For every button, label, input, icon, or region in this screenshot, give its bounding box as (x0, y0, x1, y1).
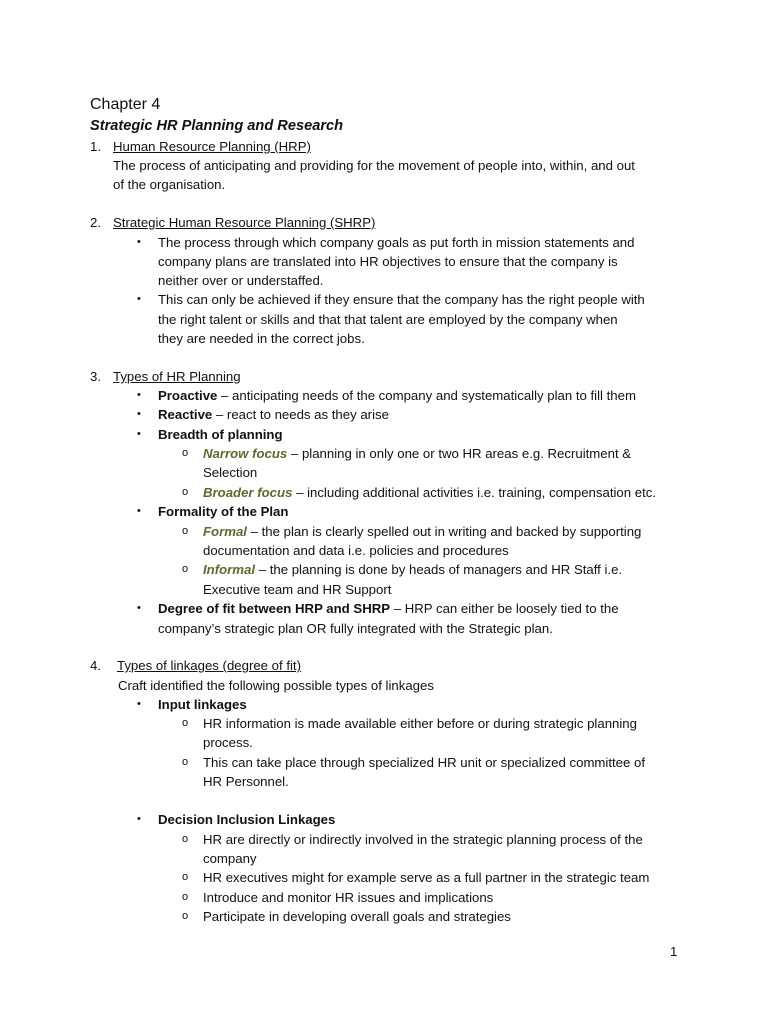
sub-bullet-marker: o (182, 447, 189, 459)
sub-bullet-marker: o (182, 756, 189, 768)
item-formal (203, 522, 641, 542)
list-item: HR executives might for example serve as a full partner in the strategic team (203, 870, 650, 885)
list-item: HR are directly or indirectly involved in the strategic planning process of the (203, 832, 643, 847)
list-item: HR information is made available either before or during strategic planning (203, 716, 637, 731)
sub-bullet-marker: o (182, 833, 189, 845)
bullet-marker: • (137, 698, 141, 710)
bullet-marker: • (137, 813, 141, 825)
section-intro: Craft identified the following possible types of linkages (118, 678, 434, 693)
bullet-continuation: company’s strategic plan OR fully integrated with the Strategic plan. (158, 621, 553, 636)
section-heading: Strategic Human Resource Planning (SHRP) (113, 215, 376, 230)
list-item: This can take place through specialized HR unit or specialized committee of (203, 755, 646, 770)
term-broader-focus: Broader focus (203, 485, 293, 500)
section-heading: Human Resource Planning (HRP) (113, 139, 311, 154)
definition-degree-of-fit: – HRP can either be loosely tied to the (390, 601, 619, 616)
definition-informal: – the planning is done by heads of managers and HR Staff i.e. (255, 562, 623, 577)
sub-bullet-marker: o (182, 525, 189, 537)
bullet-reactive (158, 405, 389, 425)
bullet-proactive (158, 386, 636, 406)
section-heading: Types of linkages (degree of fit) (117, 658, 301, 673)
section-number: 2. (90, 215, 101, 230)
paragraph-line: of the organisation. (113, 177, 226, 192)
bullet-line: neither over or understaffed. (158, 273, 324, 288)
definition-reactive: – react to needs as they arise (212, 407, 389, 422)
document-title: Strategic HR Planning and Research (90, 118, 344, 134)
term-informal: Informal (203, 562, 256, 577)
bullet-line: they are needed in the correct jobs. (158, 331, 365, 346)
section-heading: Types of HR Planning (113, 369, 241, 384)
bullet-line: The process through which company goals as put forth in mission statements and (158, 235, 635, 250)
list-item-continuation: HR Personnel. (203, 774, 289, 789)
paragraph-line: The process of anticipating and providing for the movement of people into, within, and out (113, 158, 635, 173)
section-number: 3. (90, 369, 101, 384)
bullet-line: This can only be achieved if they ensure that the company has the right people with (158, 292, 645, 307)
term-formality: Formality of the Plan (158, 504, 289, 519)
list-item: Participate in developing overall goals and strategies (203, 909, 511, 924)
list-item: Introduce and monitor HR issues and implications (203, 890, 494, 905)
bullet-marker: • (137, 602, 141, 614)
item-continuation: documentation and data i.e. policies and procedures (203, 543, 509, 558)
section-number: 1. (90, 139, 101, 154)
sub-bullet-marker: o (182, 486, 189, 498)
item-informal (203, 560, 622, 580)
definition-formal: – the plan is clearly spelled out in writing and backed by supporting (246, 524, 642, 539)
definition-narrow-focus: – planning in only one or two HR areas e.g. Recruitment & (287, 446, 632, 461)
definition-proactive: – anticipating needs of the company and systematically plan to fill them (217, 388, 636, 403)
item-narrow-focus (203, 444, 631, 464)
term-reactive: Reactive (158, 407, 213, 422)
definition-broader-focus: – including additional activities i.e. training, compensation etc. (292, 485, 657, 500)
section-number: 4. (90, 658, 101, 673)
bullet-marker: • (137, 389, 141, 401)
chapter-label: Chapter 4 (90, 96, 161, 113)
bullet-marker: • (137, 236, 141, 248)
term-proactive: Proactive (158, 388, 218, 403)
bullet-line: the right talent or skills and that that talent are employed by the company when (158, 312, 618, 327)
sub-bullet-marker: o (182, 717, 189, 729)
page-number: 1 (670, 944, 678, 959)
term-degree-of-fit: Degree of fit between HRP and SHRP (158, 601, 391, 616)
bullet-degree-of-fit (158, 599, 619, 619)
list-item-continuation: company (203, 851, 257, 866)
item-continuation: Executive team and HR Support (203, 582, 392, 597)
sub-bullet-marker: o (182, 910, 189, 922)
sub-bullet-marker: o (182, 891, 189, 903)
term-formal: Formal (203, 524, 247, 539)
bullet-marker: • (137, 428, 141, 440)
sub-bullet-marker: o (182, 563, 189, 575)
bullet-marker: • (137, 293, 141, 305)
bullet-marker: • (137, 505, 141, 517)
list-item-continuation: process. (203, 735, 253, 750)
sub-bullet-marker: o (182, 871, 189, 883)
bullet-marker: • (137, 408, 141, 420)
term-decision-inclusion: Decision Inclusion Linkages (158, 812, 336, 827)
bullet-line: company plans are translated into HR objectives to ensure that the company is (158, 254, 618, 269)
term-input-linkages: Input linkages (158, 697, 247, 712)
item-broader-focus (203, 483, 656, 503)
term-breadth: Breadth of planning (158, 427, 283, 442)
item-continuation: Selection (203, 465, 258, 480)
term-narrow-focus: Narrow focus (203, 446, 288, 461)
